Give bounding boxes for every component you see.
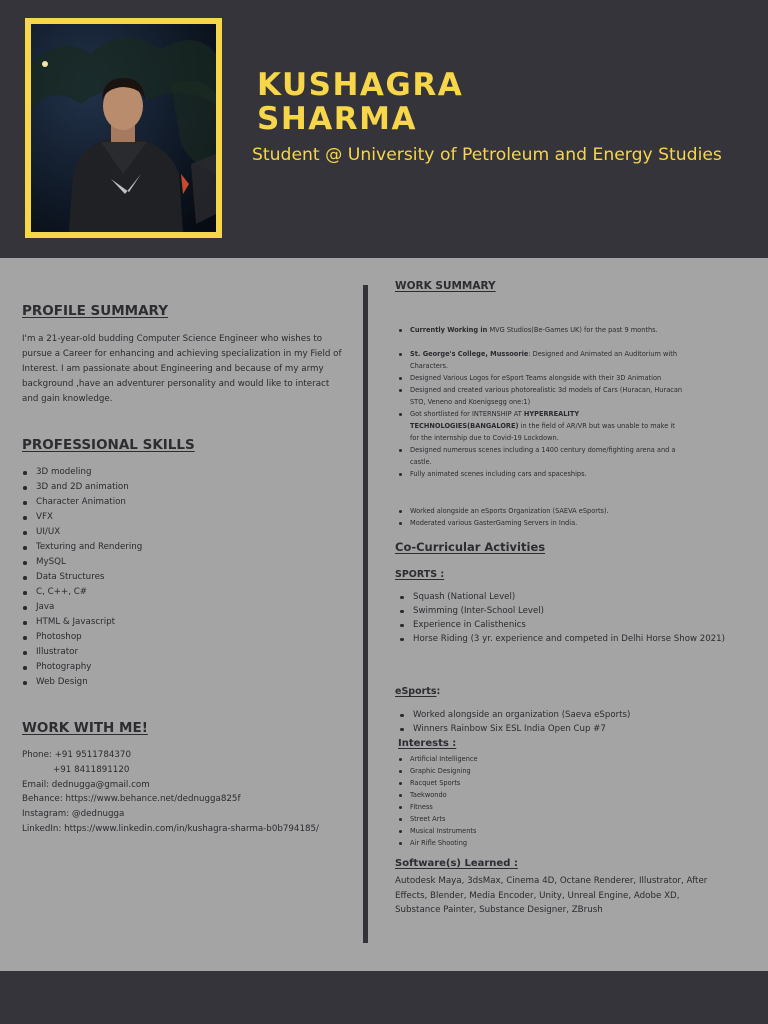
list-item: Designed and created various photorealistic 3d models of Cars (Huracan, Huracan STO, Veneno and Koenigsegg one:1): [395, 384, 685, 408]
work-with-me-heading: WORK WITH ME!: [22, 720, 148, 736]
list-item: Photography: [22, 660, 322, 675]
professional-skills-heading: PROFESSIONAL SKILLS: [22, 437, 195, 453]
footer-band: [0, 971, 768, 1024]
instagram-handle: Instagram: @dednugga: [22, 809, 125, 820]
list-item: UI/UX: [22, 525, 322, 540]
list-item: Musical Instruments: [395, 825, 595, 837]
esports-heading-colon: :: [436, 686, 441, 697]
last-name: SHARMA: [257, 101, 417, 137]
list-item: Winners Rainbow Six ESL India Open Cup #7: [395, 722, 630, 736]
list-item: Java: [22, 600, 322, 615]
list-item: 3D and 2D animation: [22, 480, 322, 495]
sports-heading: SPORTS :: [395, 569, 445, 580]
list-item: HTML & Javascript: [22, 615, 322, 630]
candidate-name: [257, 68, 463, 136]
contact-info: [22, 748, 319, 837]
esports-heading-line: [395, 686, 440, 697]
sports-list: [395, 590, 725, 646]
column-divider: [363, 285, 368, 943]
list-item: Horse Riding (3 yr. experience and competed in Delhi Horse Show 2021): [395, 632, 725, 646]
list-item: Worked alongside an eSports Organization (SAEVA eSports).: [395, 505, 695, 517]
list-item: MySQL: [22, 555, 322, 570]
software-heading: Software(s) Learned :: [395, 858, 518, 869]
list-item: Moderated various GasterGaming Servers in India.: [395, 517, 695, 529]
list-item: Squash (National Level): [395, 590, 725, 604]
work-summary-list-3: [395, 505, 695, 529]
profile-summary-heading: PROFILE SUMMARY: [22, 303, 168, 319]
email: Email: dednugga@gmail.com: [22, 779, 150, 790]
list-item: Designed Various Logos for eSport Teams alongside with their 3D Animation: [395, 372, 685, 384]
work-summary-list-2: [395, 348, 685, 480]
phone-secondary: +91 8411891120: [53, 764, 130, 775]
list-item: Fully animated scenes including cars and spaceships.: [395, 468, 685, 480]
list-item: Web Design: [22, 675, 322, 690]
list-item: Experience in Calisthenics: [395, 618, 725, 632]
list-item: Air Rifle Shooting: [395, 837, 595, 849]
esports-heading: eSports: [395, 686, 437, 697]
list-item: Taekwondo: [395, 789, 595, 801]
list-item: 3D modeling: [22, 465, 322, 480]
list-item: Racquet Sports: [395, 777, 595, 789]
work-summary-list-1: [395, 324, 695, 336]
list-item: Worked alongside an organization (Saeva eSports): [395, 708, 630, 722]
list-item: Texturing and Rendering: [22, 540, 322, 555]
list-item: Got shortlisted for INTERNSHIP AT HYPERREALITY TECHNOLOGIES(BANGALORE) in the field of AR/VR but was unable to make it for the internship due to Covid-19 Lockdown.: [395, 408, 685, 444]
list-item: Photoshop: [22, 630, 322, 645]
esports-list: [395, 708, 630, 736]
list-item: Designed numerous scenes including a 1400 century dome/fighting arena and a castle.: [395, 444, 685, 468]
software-text: Autodesk Maya, 3dsMax, Cinema 4D, Octane Renderer, Illustrator, After Effects, Blender, Media Encoder, Unity, Unreal Engine, Adobe XD, Substance Painter, Substance Designer, ZBrush: [395, 876, 708, 915]
header: [0, 0, 768, 258]
list-item: C, C++, C#: [22, 585, 322, 600]
profile-summary-text: I'm a 21-year-old budding Computer Science Engineer who wishes to pursue a Career for enhancing and achieving specialization in my Field of Interest. I am passionate about Engineering and because of my army background ,have an adventurer personality and would like to interact and gain knowledge.: [22, 334, 342, 404]
phone-primary: Phone: +91 9511784370: [22, 750, 131, 760]
interests-list: [395, 753, 595, 849]
list-item: Swimming (Inter-School Level): [395, 604, 725, 618]
list-item: Character Animation: [22, 495, 322, 510]
cocurricular-heading: Co-Curricular Activities: [395, 540, 546, 554]
portrait-image: [31, 24, 216, 232]
profile-photo: [25, 18, 222, 238]
list-item: St. George's College, Mussoorie: Designed and Animated an Auditorium with Characters.: [395, 348, 685, 372]
first-name: KUSHAGRA: [257, 67, 464, 103]
headline: Student @ University of Petroleum and Energy Studies: [252, 145, 722, 165]
list-item: Fitness: [395, 801, 595, 813]
list-item: Artificial Intelligence: [395, 753, 595, 765]
skills-list: [22, 465, 322, 690]
list-item: VFX: [22, 510, 322, 525]
list-item: Street Arts: [395, 813, 595, 825]
list-item: Data Structures: [22, 570, 322, 585]
list-item: Graphic Designing: [395, 765, 595, 777]
behance-link[interactable]: Behance: https://www.behance.net/dednugga825f: [22, 794, 241, 805]
work-summary-heading: WORK SUMMARY: [395, 280, 496, 292]
linkedin-link[interactable]: LinkedIn: https://www.linkedin.com/in/kushagra-sharma-b0b794185/: [22, 823, 319, 834]
interests-heading: Interests :: [398, 738, 457, 749]
list-item: Currently Working in MVG Studios(Be-Games UK) for the past 9 months.: [395, 324, 695, 336]
list-item: Illustrator: [22, 645, 322, 660]
